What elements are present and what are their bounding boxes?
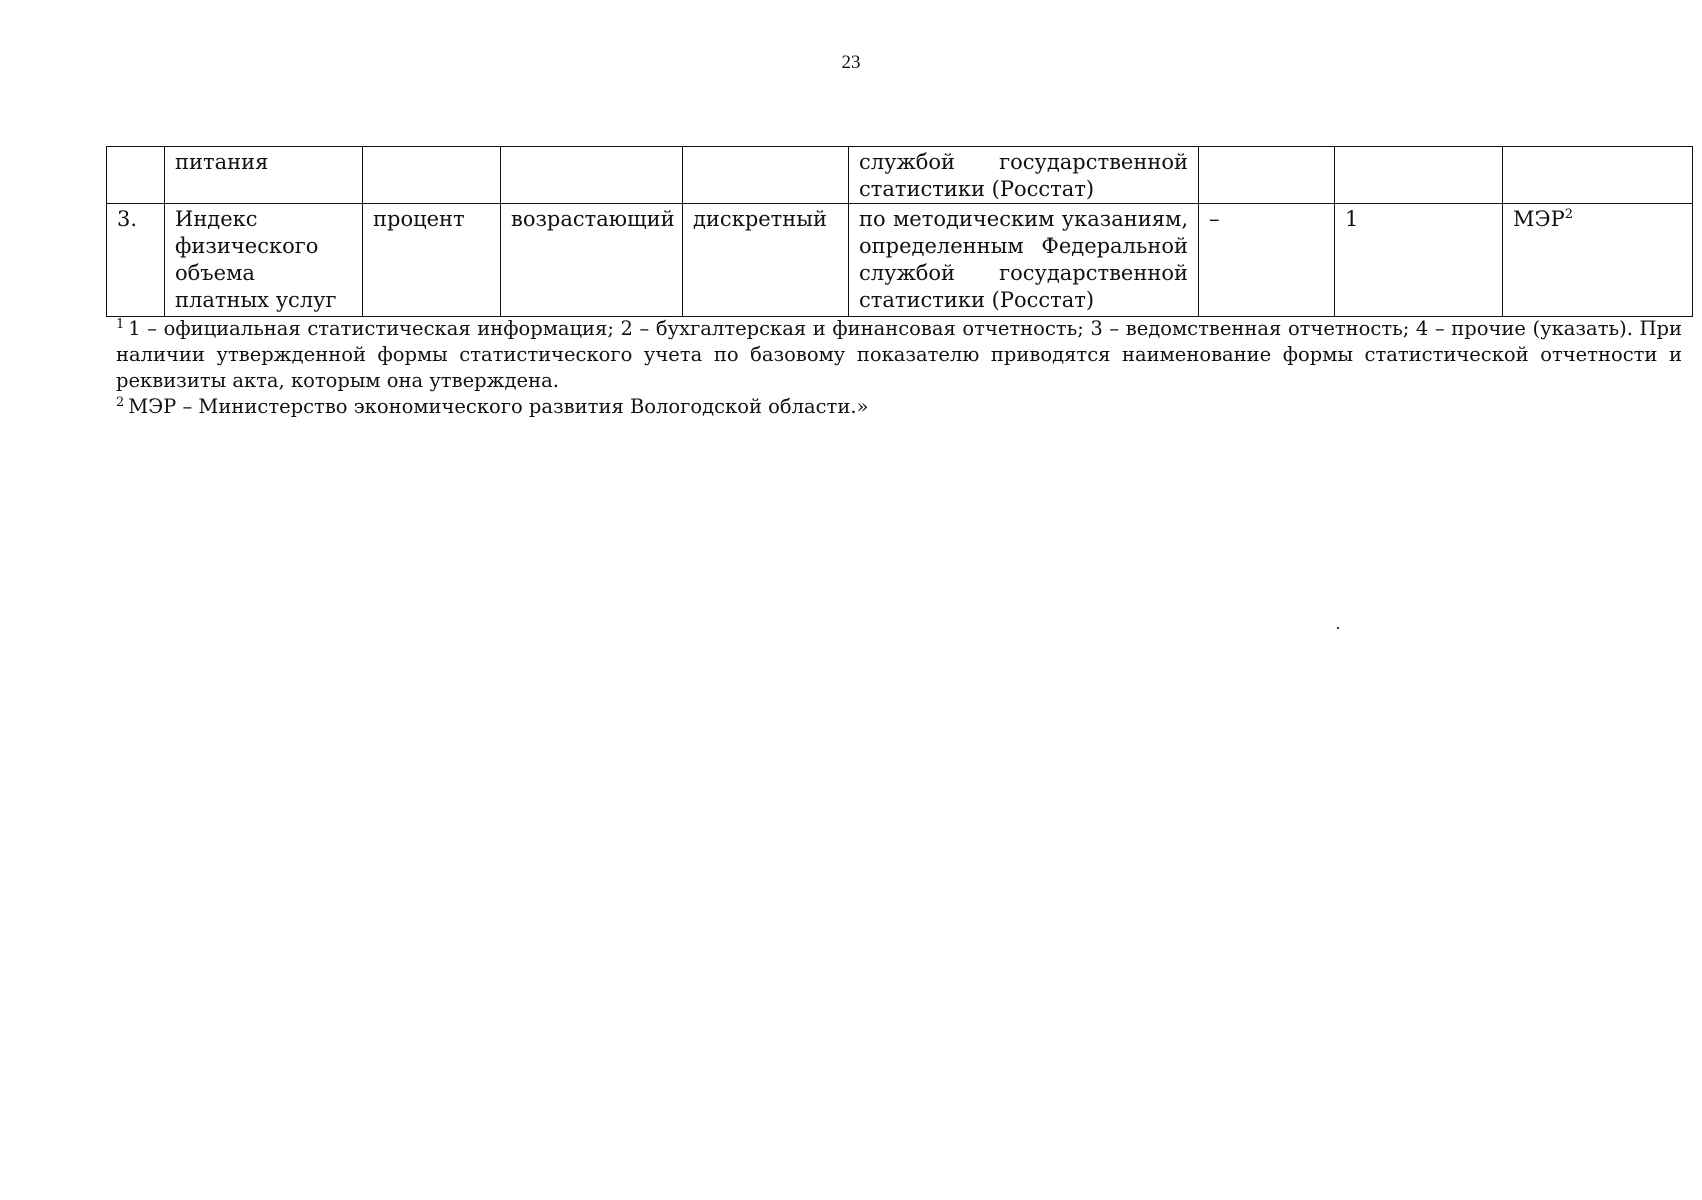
scan-speck: [1337, 627, 1339, 629]
cell-col7: [1199, 147, 1335, 204]
cell-col9-text: МЭР: [1513, 207, 1565, 231]
footnotes: [116, 316, 1682, 420]
footnote-mark: 2: [116, 394, 125, 410]
footnote-2: [116, 394, 1682, 420]
page-number: 23: [841, 52, 861, 73]
cell-col9: [1503, 204, 1693, 317]
cell-type: дискретный: [683, 204, 849, 317]
table-row: [107, 204, 1693, 317]
cell-method: по методическим указаниям, определенным Федеральной службой государственной статистики (Росстат): [849, 204, 1199, 317]
footnote-1: [116, 316, 1682, 394]
cell-trend: возрастающий: [501, 204, 683, 317]
cell-indicator-name: Индекс физического объема платных услуг: [165, 204, 363, 317]
cell-trend: [501, 147, 683, 204]
footnote-mark: 1: [116, 316, 125, 332]
cell-col8: 1: [1335, 204, 1503, 317]
cell-unit: [363, 147, 501, 204]
cell-unit: процент: [363, 204, 501, 317]
cell-method: службой государственной статистики (Росстат): [849, 147, 1199, 204]
cell-type: [683, 147, 849, 204]
cell-number: 3.: [107, 204, 165, 317]
indicators-table: [106, 146, 1693, 317]
cell-col9: [1503, 147, 1693, 204]
footnote-text: МЭР – Министерство экономического развития Вологодской области.»: [128, 395, 869, 418]
footnote-text: 1 – официальная статистическая информация; 2 – бухгалтерская и финансовая отчетность; 3 – ведомственная отчетность; 4 – прочие (указать). При наличии утвержденной формы статистического учета по базовому показателю приводятся наименование формы статистической отчетности и реквизиты акта, которым она утверждена.: [116, 317, 1682, 392]
cell-col9-sup: 2: [1564, 207, 1573, 222]
cell-indicator-name: питания: [165, 147, 363, 204]
cell-col8: [1335, 147, 1503, 204]
cell-number: [107, 147, 165, 204]
cell-col7: –: [1199, 204, 1335, 317]
table-row: [107, 147, 1693, 204]
